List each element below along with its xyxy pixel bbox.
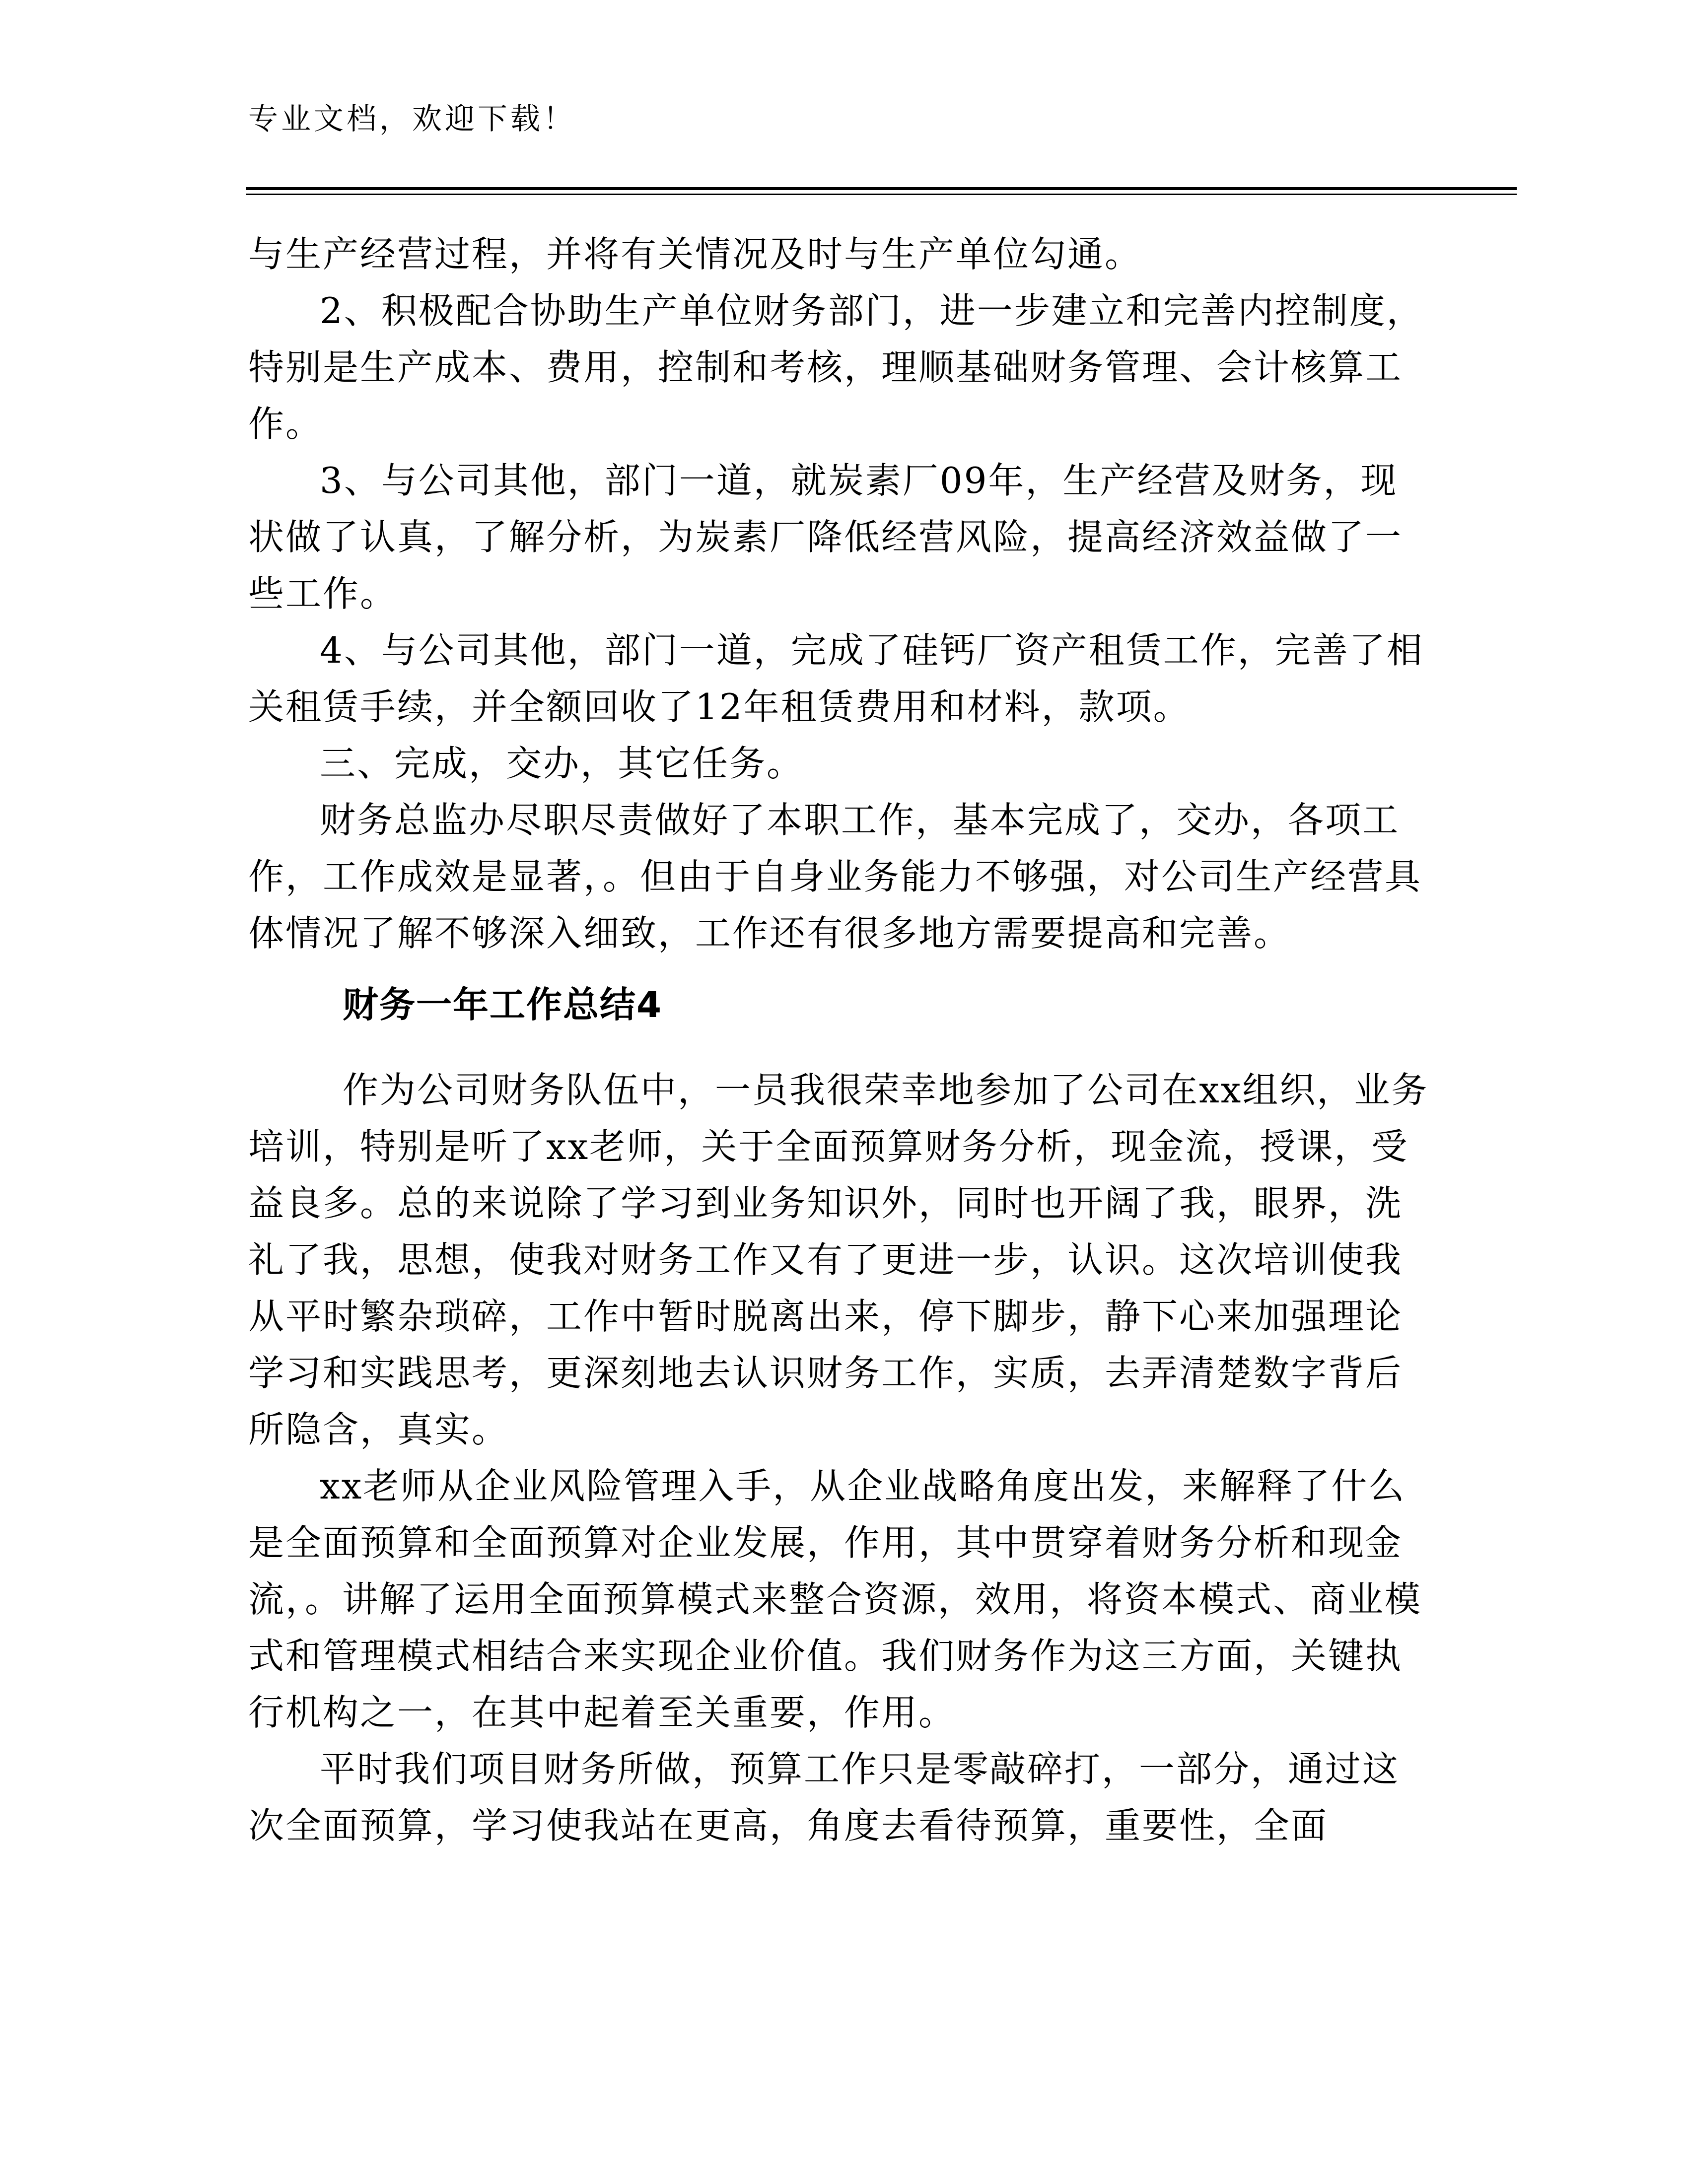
paragraph: 2、积极配合协助生产单位财务部门，进一步建立和完善内控制度，特别是生产成本、费用，控制和考核，理顺基础财务管理、会计核算工作。 (248, 290, 1424, 445)
paragraph: 财务总监办尽职尽责做好了本职工作，基本完成了，交办，各项工作，工作成效是显著，。但由于自身业务能力不够强，对公司生产经营具体情况了解不够深入细致，工作还有很多地方需要提高和完善。 (248, 799, 1422, 954)
paragraph: 作为公司财务队伍中，一员我很荣幸地参加了公司在xx组织，业务培训，特别是听了xx老师，关于全面预算财务分析，现金流，授课，受益良多。总的来说除了学习到业务知识外，同时也开阔了我，眼界，洗礼了我，思想，使我对财务工作又有了更进一步，认识。这次培训使我从平时繁杂琐碎，工作中暂时脱离出来，停下脚步，静下心来加强理论学习和实践思考，更深刻地去认识财务工作，实质，去弄清楚数字背后所隐含，真实。 (248, 1069, 1429, 1450)
header-rule-thick (246, 187, 1517, 190)
page-header: 专业文档，欢迎下载！ (248, 102, 576, 136)
paragraph: 3、与公司其他，部门一道，就炭素厂09年，生产经营及财务，现状做了认真，了解分析，为炭素厂降低经营风险，提高经济效益做了一些工作。 (248, 460, 1403, 614)
paragraph: 4、与公司其他，部门一道，完成了硅钙厂资产租赁工作，完善了相关租赁手续，并全额回收了12年租赁费用和材料，款项。 (248, 629, 1424, 728)
header-rule-thin (246, 194, 1517, 195)
section-title: 财务一年工作总结4 (343, 984, 663, 1025)
document-body (248, 226, 1430, 1854)
paragraph: 与生产经营过程，并将有关情况及时与生产单位勾通。 (248, 233, 1142, 275)
paragraph: 平时我们项目财务所做，预算工作只是零敲碎打，一部分，通过这次全面预算，学习使我站在更高，角度去看待预算，重要性，全面 (248, 1748, 1400, 1846)
paragraph: 三、完成，交办，其它任务。 (320, 743, 804, 784)
paragraph: xx老师从企业风险管理入手，从企业战略角度出发，来解释了什么是全面预算和全面预算对企业发展，作用，其中贯穿着财务分析和现金流，。讲解了运用全面预算模式来整合资源，效用，将资本模式、商业模式和管理模式相结合来实现企业价值。我们财务作为这三方面，关键执行机构之一，在其中起着至关重要，作用。 (248, 1465, 1422, 1733)
